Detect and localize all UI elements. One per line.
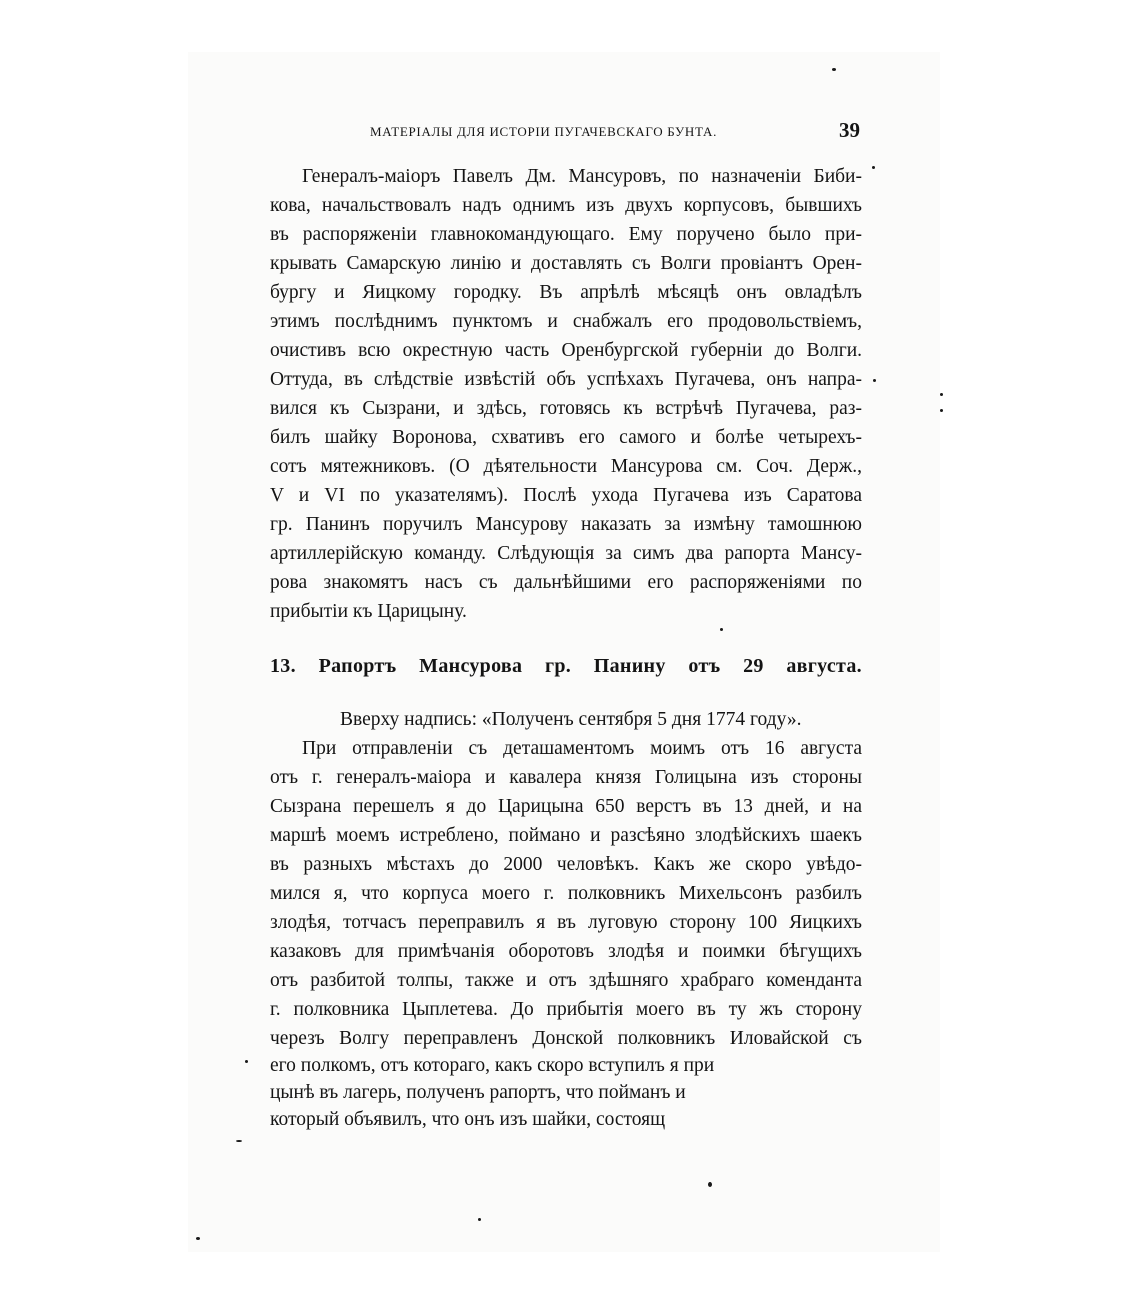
scan-speck [832,68,836,71]
scan-speck [236,1140,242,1142]
intro-line: бургу и Яицкому городку. Въ апрѣлѣ мѣсяцѣ онъ овладѣлъ [270,282,862,303]
intro-line: крывать Самарскую линію и доставлять съ Волги провіантъ Орен- [270,253,862,274]
body-line: въ разныхъ мѣстахъ до 2000 человѣкъ. Какъ же скоро увѣдо- [270,854,862,875]
intro-line: этимъ послѣднимъ пунктомъ и снабжалъ его продовольствіемъ, [270,311,862,332]
scan-speck [708,1182,712,1187]
intro-line: Генералъ-маіоръ Павелъ Дм. Мансуровъ, по назначеніи Биби- [302,166,862,187]
intro-line: сотъ мятежниковъ. (О дѣятельности Мансурова см. Соч. Держ., [270,456,862,477]
intro-line: вился къ Сызрани, и здѣсь, готовясь къ встрѣчѣ Пугачева, раз- [270,398,862,419]
section-heading: 13. Рапортъ Мансурова гр. Панину отъ 29 августа. [270,655,862,677]
scan-speck [245,1060,248,1063]
scan-speck [940,409,943,412]
running-title: МАТЕРІАЛЫ ДЛЯ ИСТОРІИ ПУГАЧЕВСКАГО БУНТА. [370,124,718,139]
running-head [370,118,860,148]
intro-line: рова знакомятъ насъ съ дальнѣйшими его распоряженіями по [270,572,862,593]
intro-line: въ распоряженіи главнокомандующаго. Ему поручено было при- [270,224,862,245]
scan-speck [196,1237,200,1240]
intro-line: гр. Панинъ поручилъ Мансурову наказать за измѣну тамошнюю [270,514,862,535]
intro-line: артиллерійскую команду. Слѣдующія за симъ два рапорта Мансу- [270,543,862,564]
body-line: маршѣ моемъ истреблено, поймано и разсѣяно злодѣйскихъ шаекъ [270,825,862,846]
body-line: цынѣ въ лагерь, полученъ рапортъ, что пойманъ и [270,1082,686,1103]
intro-line: V и VI по указателямъ). Послѣ ухода Пугачева изъ Саратова [270,485,862,506]
body-line: злодѣя, тотчасъ переправилъ я въ луговую сторону 100 Яицкихъ [270,912,862,933]
body-line: г. полковника Цыплетева. До прибытія моего въ ту жъ сторону [270,999,862,1020]
body-line: мился я, что корпуса моего г. полковникъ Михельсонъ разбилъ [270,883,862,904]
intro-line: прибытіи къ Царицыну. [270,601,467,622]
body-line: отъ г. генералъ-маіора и кавалера князя Голицына изъ стороны [270,767,862,788]
page-number: 39 [839,118,860,142]
body-line: Сызрана перешелъ я до Царицына 650 верстъ въ 13 дней, и на [270,796,862,817]
intro-line: кова, начальствовалъ надъ однимъ изъ двухъ корпусовъ, бывшихъ [270,195,862,216]
body-line: казаковъ для примѣчанія оборотовъ злодѣя и поимки бѣгущихъ [270,941,862,962]
scan-speck [873,379,876,382]
body-line: который объявилъ, что онъ изъ шайки, состоящ [270,1109,666,1130]
body-line: При отправленіи съ деташаментомъ моимъ отъ 16 августа [302,738,862,759]
scan-speck [872,166,875,169]
scan-speck [720,628,723,631]
body-line: черезъ Волгу переправленъ Донской полковникъ Иловайской съ [270,1028,862,1049]
body-line: его полкомъ, отъ котораго, какъ скоро вступилъ я при [270,1055,715,1076]
header-note: Вверху надпись: «Полученъ сентября 5 дня 1774 году». [340,709,802,730]
scan-speck [478,1218,481,1221]
intro-line: очистивъ всю окрестную часть Оренбургской губерніи до Волги. [270,340,862,361]
intro-line: Оттуда, въ слѣдствіе извѣстій объ успѣхахъ Пугачева, онъ напра- [270,369,862,390]
body-line: отъ разбитой толпы, также и отъ здѣшняго храбраго коменданта [270,970,862,991]
intro-line: билъ шайку Воронова, схвативъ его самого и болѣе четырехъ- [270,427,862,448]
scan-speck [940,393,943,396]
